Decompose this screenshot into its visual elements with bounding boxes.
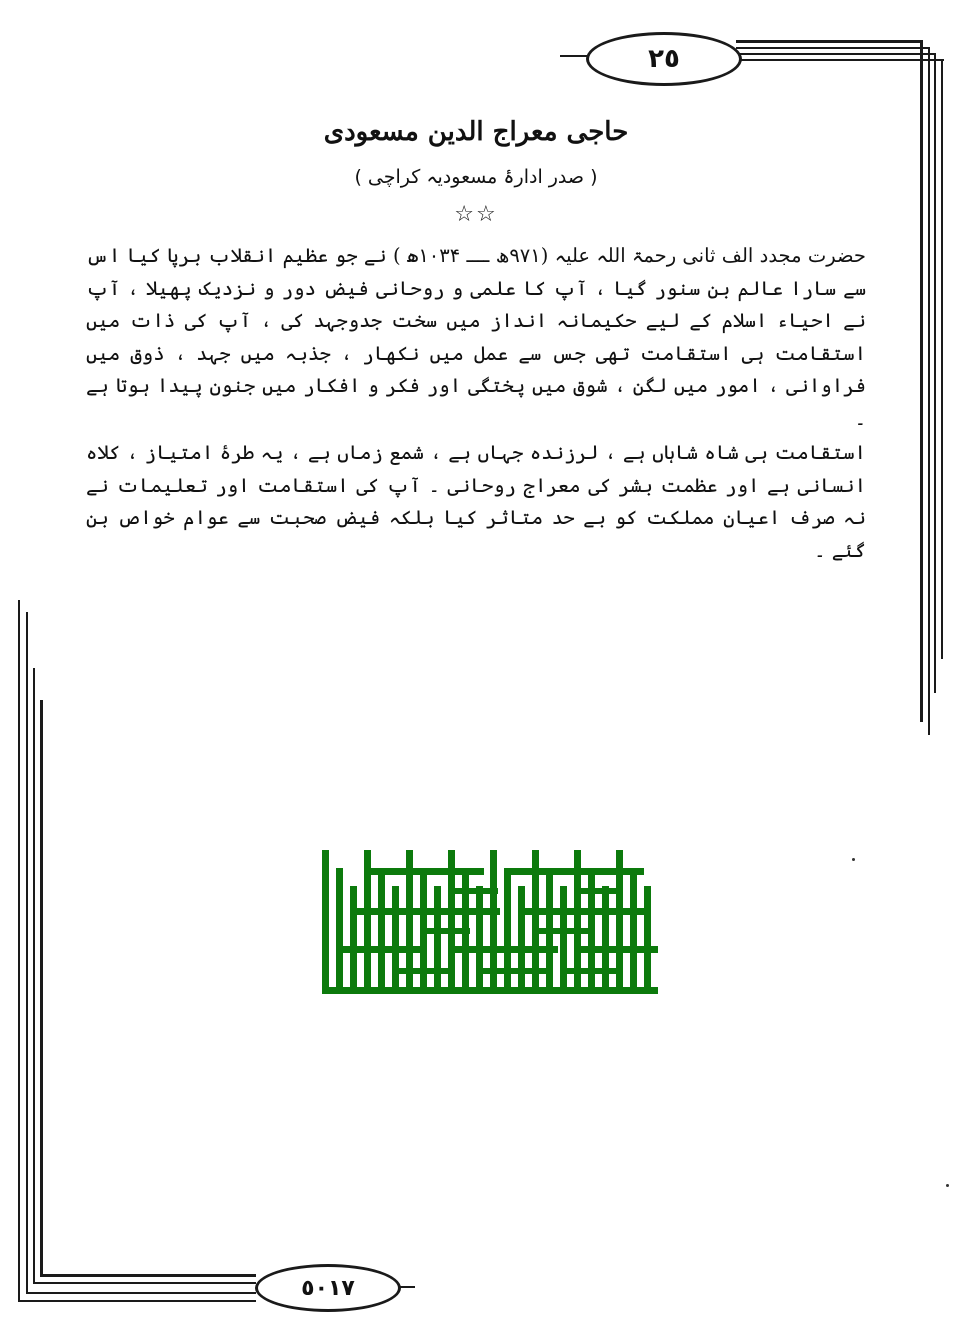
article-paragraph-1: حضرت مجدد الف ثانی رحمۃ اللہ علیہ (۹۷۱ھ ــــ ۱۰۳۴ھ ) نے جو عظیم انقلاب برپا کیا اس سے سارا عالم بن سنور گیا ، آپ کا علمی و روحانی فیض دور و نزدیک پھیلا ، آپ نے احیاء اسلام کے لیے حکیمانہ انداز میں سخت جدوجہد کی ، آپ کی ذات میں استقامت ہی استقامت تھی جس سے عمل میں نکھار ، جذبہ میں جہد ، ذوق میں فراوانی ، امور میں لگن ، شوق میں پختگی اور فکر و افکار میں جنون پیدا ہوتا ہے ۔	[86, 244, 866, 430]
top-frame-line-2	[736, 47, 928, 49]
top-page-number	[586, 32, 742, 86]
star-ornament: ☆☆	[454, 202, 498, 227]
bottom-frame-line-1	[18, 1300, 256, 1302]
top-page-number-text: ٢٥	[648, 44, 680, 74]
bottom-page-number	[255, 1264, 401, 1312]
bottom-page-number-text: ٥٠١٧	[301, 1275, 355, 1301]
right-frame-line-4	[941, 59, 943, 659]
bottom-frame-line-2	[26, 1292, 256, 1294]
top-frame-line-3	[736, 53, 936, 55]
left-frame-line-2	[26, 612, 28, 1292]
article-subtitle: ( صدر ادارۂ مسعودیہ کراچی )	[354, 166, 598, 188]
top-frame-line-4	[736, 59, 944, 61]
article-title: حاجی معراج الدین مسعودی	[323, 117, 629, 147]
right-frame-line-3	[934, 53, 936, 693]
bottom-frame-line-3	[33, 1282, 256, 1284]
article-paragraph-2: استقامت ہی شاہ شاہاں ہے ، لرزندہ جہاں ہے ، شمع زماں ہے ، یہ طرۂ امتیاز ، کلاہ انسانی ہے اور عظمت بشر کی معراج روحانی ۔ آپ کی استقامت اور تعلیمات نے نہ صرف اعیان مملکت کو بے حد متاثر کیا بلکہ فیض صحبت سے عوام خواص بن گئے ۔	[86, 441, 866, 562]
right-frame-line-2	[928, 47, 930, 735]
right-frame-line-1	[920, 40, 923, 722]
left-frame-line-3	[33, 668, 35, 1282]
top-frame-line-1	[736, 40, 920, 43]
bottom-frame-line-4	[40, 1274, 256, 1277]
top-left-frame-stub	[560, 55, 588, 57]
left-frame-line-1	[18, 600, 20, 1300]
article-content	[86, 108, 866, 567]
kufic-kalima-calligraphy-icon	[322, 850, 658, 994]
left-frame-line-4	[40, 700, 43, 1274]
scan-speck	[852, 858, 855, 861]
scan-speck	[946, 1184, 949, 1187]
